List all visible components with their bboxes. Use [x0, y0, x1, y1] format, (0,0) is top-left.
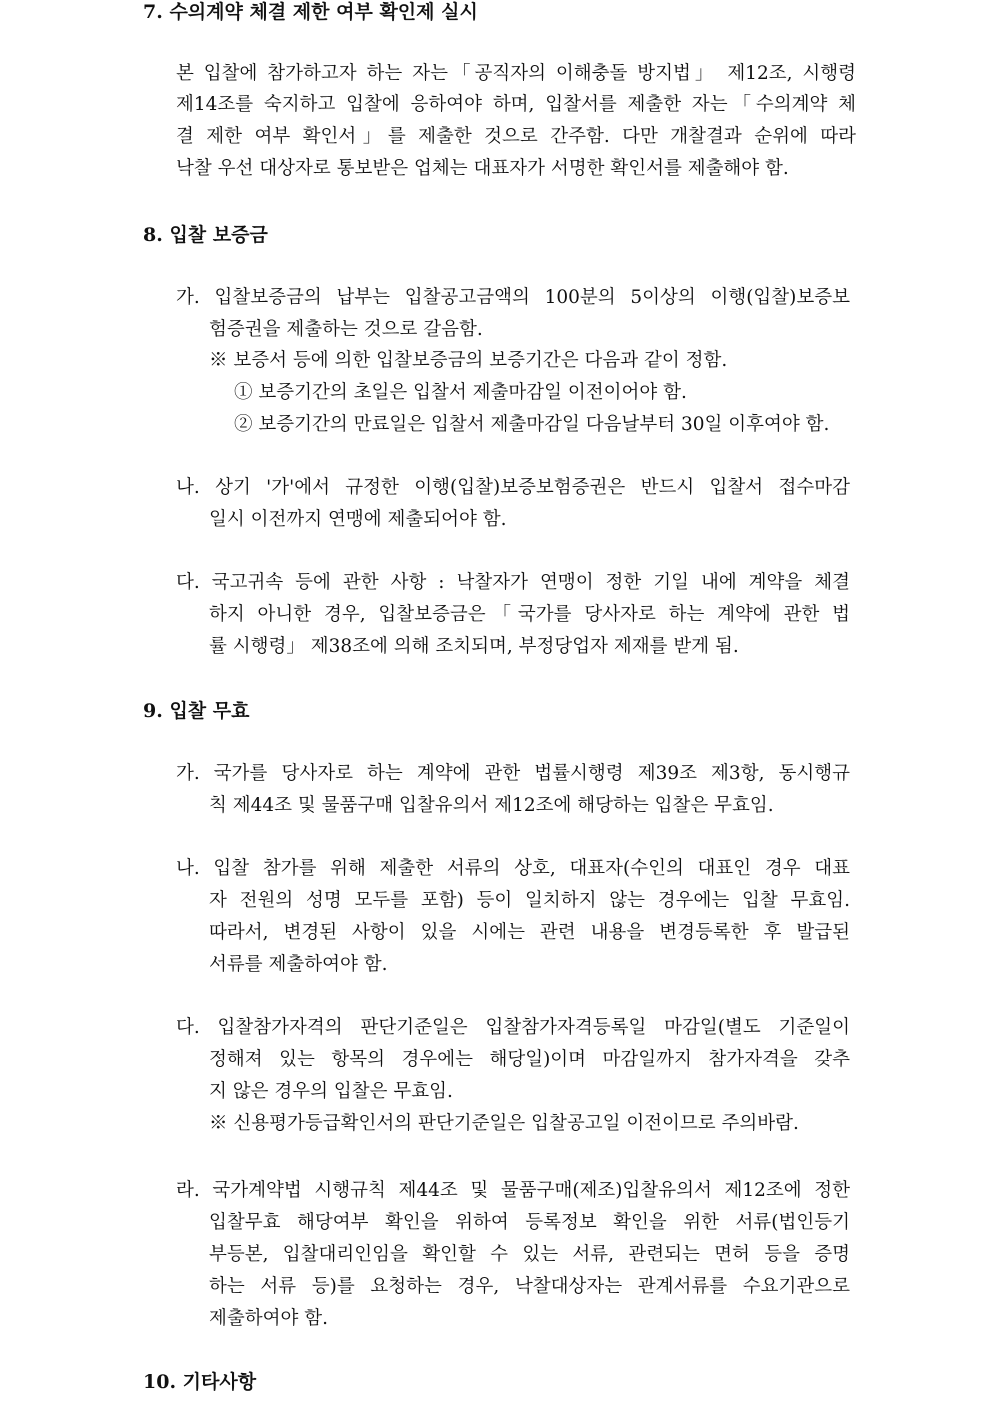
section-8-item-da-line-2: 하지 아니한 경우, 입찰보증금은「국가를 당사자로 하는 계약에 관한 법	[209, 604, 850, 625]
section-8-item-ga-line-2: 험증권을 제출하는 것으로 갈음함.	[209, 319, 483, 340]
section-9-item-ra-line-5: 제출하여야 함.	[209, 1308, 328, 1329]
section-7-line-2: 제14조를 숙지하고 입찰에 응하여야 하며, 입찰서를 제출한 자는「수의계약 체	[176, 94, 856, 115]
section-10-heading: 10. 기타사항	[143, 1371, 257, 1393]
section-9-heading: 9. 입찰 무효	[143, 700, 250, 722]
section-9-item-da-line-2: 정해져 있는 항목의 경우에는 해당일)이며 마감일까지 참가자격을 갖추	[209, 1049, 850, 1070]
section-8-item-ga-note: ※ 보증서 등에 의한 입찰보증금의 보증기간은 다음과 같이 정함.	[209, 350, 728, 371]
section-9-item-da-line-1: 다. 입찰참가자격의 판단기준일은 입찰참가자격등록일 마감일(별도 기준일이	[176, 1017, 850, 1038]
section-9-item-ra-line-3: 부등본, 입찰대리인임을 확인할 수 있는 서류, 관련되는 면허 등을 증명	[209, 1244, 850, 1265]
section-8-item-na-line-2: 일시 이전까지 연맹에 제출되어야 함.	[209, 509, 507, 530]
section-9-item-na-line-3: 따라서, 변경된 사항이 있을 시에는 관련 내용을 변경등록한 후 발급된	[209, 922, 850, 943]
section-8-item-da-line-1: 다. 국고귀속 등에 관한 사항 : 낙찰자가 연맹이 정한 기일 내에 계약을 체결	[176, 572, 850, 593]
section-7-line-1: 본 입찰에 참가하고자 하는 자는「공직자의 이해충돌 방지법」 제12조, 시행령	[176, 63, 856, 84]
section-9-item-ga-line-2: 칙 제44조 및 물품구매 입찰유의서 제12조에 해당하는 입찰은 무효임.	[209, 795, 774, 816]
section-9-item-da-line-3: 지 않은 경우의 입찰은 무효임.	[209, 1081, 453, 1102]
section-9-item-ra-line-2: 입찰무효 해당여부 확인을 위하여 등록정보 확인을 위한 서류(법인등기	[209, 1212, 850, 1233]
section-7-line-3: 결 제한 여부 확인서」를 제출한 것으로 간주함. 다만 개찰결과 순위에 따라	[176, 126, 856, 147]
section-9-item-ra-line-4: 하는 서류 등)를 요청하는 경우, 낙찰대상자는 관계서류를 수요기관으로	[209, 1276, 850, 1297]
section-9-item-ra-line-1: 라. 국가계약법 시행규칙 제44조 및 물품구매(제조)입찰유의서 제12조에 정한	[176, 1180, 850, 1201]
section-9-item-na-line-4: 서류를 제출하여야 함.	[209, 954, 388, 975]
section-8-item-da-line-3: 률 시행령」 제38조에 의해 조치되며, 부정당업자 제재를 받게 됨.	[209, 636, 739, 657]
section-8-heading: 8. 입찰 보증금	[143, 224, 268, 246]
section-9-item-na-line-2: 자 전원의 성명 모두를 포함) 등이 일치하지 않는 경우에는 입찰 무효임.	[209, 890, 850, 911]
section-8-item-ga-sub-1: ① 보증기간의 초일은 입찰서 제출마감일 이전이어야 함.	[234, 382, 687, 403]
section-8-item-ga-line-1: 가. 입찰보증금의 납부는 입찰공고금액의 100분의 5이상의 이행(입찰)보증보	[176, 287, 850, 308]
section-9-item-da-note: ※ 신용평가등급확인서의 판단기준일은 입찰공고일 이전이므로 주의바람.	[209, 1113, 799, 1134]
section-8-item-ga-sub-2: ② 보증기간의 만료일은 입찰서 제출마감일 다음날부터 30일 이후여야 함.	[234, 414, 830, 435]
section-7-heading: 7. 수의계약 체결 제한 여부 확인제 실시	[143, 1, 478, 23]
section-9-item-ga-line-1: 가. 국가를 당사자로 하는 계약에 관한 법률시행령 제39조 제3항, 동시행규	[176, 763, 850, 784]
section-9-item-na-line-1: 나. 입찰 참가를 위해 제출한 서류의 상호, 대표자(수인의 대표인 경우 대표	[176, 858, 850, 879]
section-8-item-na-line-1: 나. 상기 '가'에서 규정한 이행(입찰)보증보험증권은 반드시 입찰서 접수마감	[176, 477, 850, 498]
section-7-line-4: 낙찰 우선 대상자로 통보받은 업체는 대표자가 서명한 확인서를 제출해야 함.	[176, 158, 789, 179]
